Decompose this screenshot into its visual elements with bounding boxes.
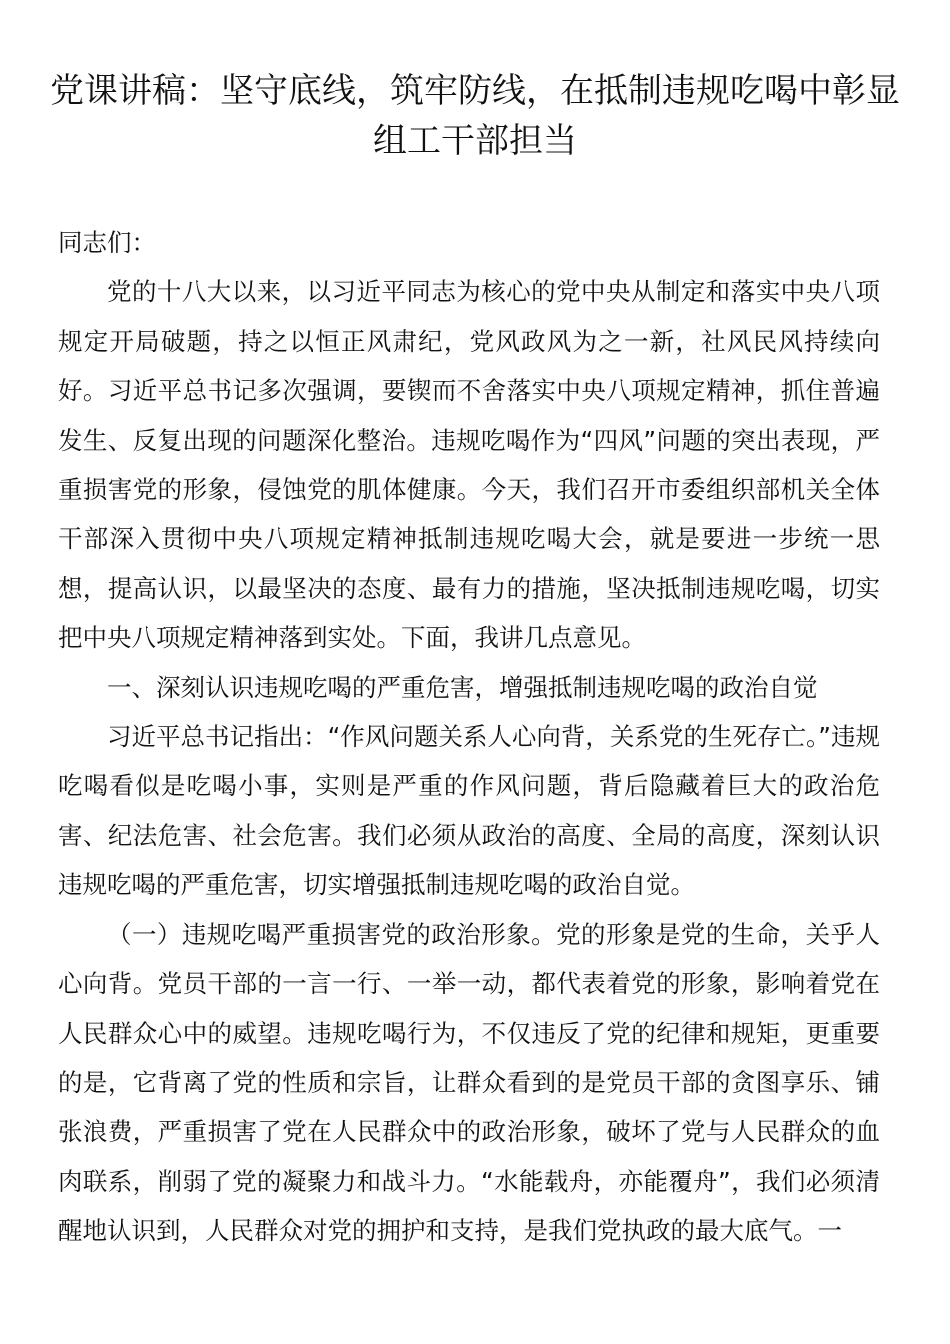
subsection-1-paragraph: （一）违规吃喝严重损害党的政治形象。党的形象是党的生命，关乎人心向背。党员干部的一言一行、一举一动，都代表着党的形象，影响着党在人民群众心中的威望。违规吃喝行为，不仅违反了党的纪律和规矩，更重要的是，它背离了党的性质和宗旨，让群众看到的是党员干部的贪图享乐、铺张浪费，严重损害了党在人民群众中的政治形象，破坏了党与人民群众的血肉联系，削弱了党的凝聚力和战斗力。“水能载舟，亦能覆舟”，我们必须清醒地认识到，人民群众对党的拥护和支持，是我们党执政的最大底气。一: [58, 919, 880, 1246]
document-title: 党课讲稿：坚守底线，筑牢防线，在抵制违规吃喝中彰显组工干部担当: [50, 71, 900, 161]
section-1-paragraph: 习近平总书记指出：“作风问题关系人心向背，关系党的生死存亡。”违规吃喝看似是吃喝小事，实则是严重的作风问题，背后隐藏着巨大的政治危害、纪法危害、社会危害。我们必须从政治的高度、全局的高度，深刻认识违规吃喝的严重危害，切实增强抵制违规吃喝的政治自觉。: [58, 722, 880, 900]
section-heading-1: 一、深刻认识违规吃喝的严重危害，增强抵制违规吃喝的政治自觉: [107, 672, 818, 702]
intro-paragraph: 党的十八大以来，以习近平同志为核心的党中央从制定和落实中央八项规定开局破题，持之以恒正风肃纪，党风政风为之一新，社风民风持续向好。习近平总书记多次强调，要锲而不舍落实中央八项规定精神，抓住普遍发生、反复出现的问题深化整治。违规吃喝作为“四风”问题的突出表现，严重损害党的形象，侵蚀党的肌体健康。今天，我们召开市委组织部机关全体干部深入贯彻中央八项规定精神抵制违规吃喝大会，就是要进一步统一思想，提高认识，以最坚决的态度、最有力的措施，坚决抵制违规吃喝，切实把中央八项规定精神落到实处。下面，我讲几点意见。: [58, 277, 880, 653]
salutation: 同志们：: [58, 228, 156, 257]
document-body: [58, 218, 880, 1256]
